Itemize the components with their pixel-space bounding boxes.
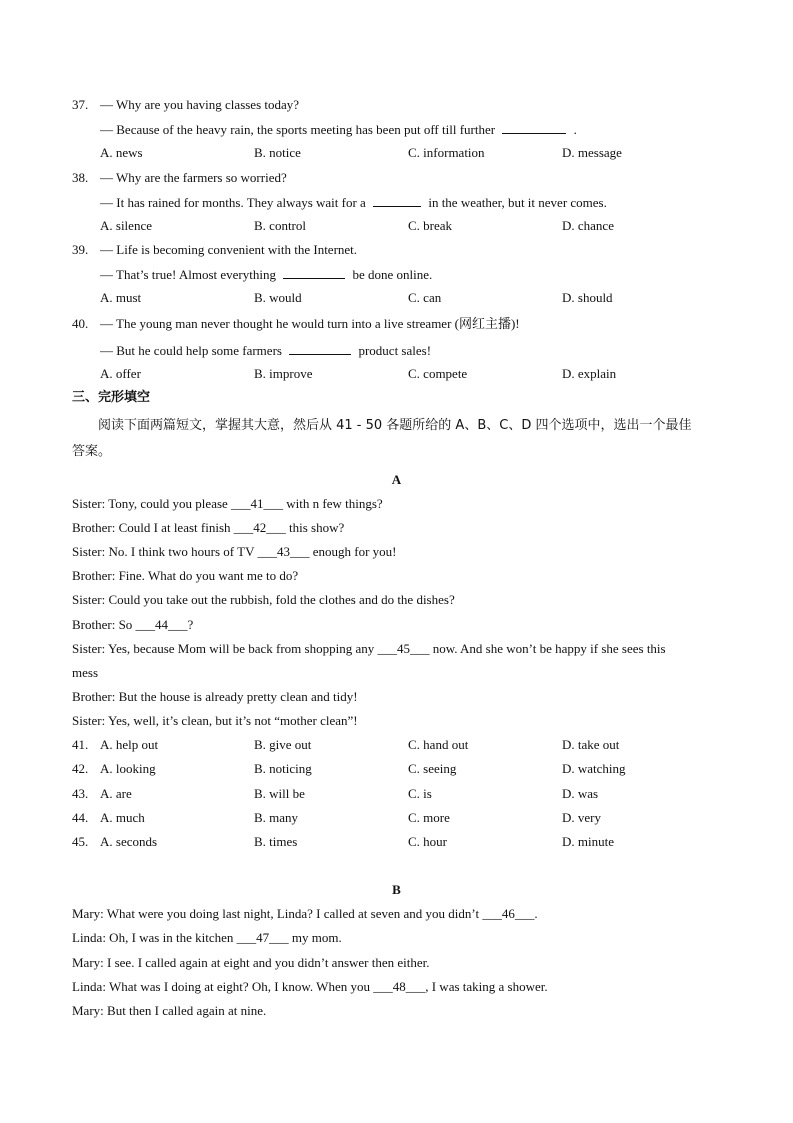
reply-text-end: be done online. (352, 267, 433, 282)
option-d: D. chance (562, 218, 614, 233)
section-instructions: 阅读下面两篇短文，掌握其大意，然后从 41 - 50 各题所给的 A、B、C、D 四个选项中，选出一个最佳 (98, 418, 692, 433)
question-number: 38. (72, 170, 89, 185)
option-c: C. hour (408, 834, 447, 849)
question-prompt: — Life is becoming convenient with the Internet. (100, 242, 358, 257)
option-c: C. can (408, 290, 442, 305)
option-b: B. will be (254, 786, 305, 801)
passage-line: Sister: Tony, could you please ___41___ with n few things? (72, 496, 383, 511)
option-b: B. times (254, 834, 298, 849)
reply-text: — Because of the heavy rain, the sports meeting has been put off till further (100, 122, 496, 137)
question-reply (100, 342, 431, 359)
option-d: D. was (562, 786, 599, 801)
option-a: A. news (100, 145, 143, 160)
option-b: B. would (254, 290, 302, 305)
question-number: 41. (72, 737, 89, 752)
passage-line: Sister: No. I think two hours of TV ___43___ enough for you! (72, 544, 397, 559)
option-a: A. seconds (100, 834, 158, 849)
option-b: B. many (254, 810, 299, 825)
passage-line: Mary: What were you doing last night, Linda? I called at seven and you didn’t ___46___. (72, 906, 538, 921)
reply-text: — That’s true! Almost everything (100, 267, 276, 282)
question-number: 42. (72, 761, 89, 776)
option-d: D. very (562, 810, 601, 825)
option-a: A. must (100, 290, 142, 305)
option-d: D. watching (562, 761, 626, 776)
passage-title: B (392, 882, 401, 897)
option-b: B. give out (254, 737, 312, 752)
passage-line: Sister: Yes, well, it’s clean, but it’s not “mother clean”! (72, 713, 358, 728)
option-b: B. notice (254, 145, 301, 160)
passage-line: Linda: Oh, I was in the kitchen ___47___ my mom. (72, 930, 342, 945)
question-prompt: — Why are you having classes today? (100, 97, 300, 112)
option-c: C. information (408, 145, 485, 160)
option-d: D. should (562, 290, 613, 305)
passage-line: Brother: But the house is already pretty clean and tidy! (72, 689, 358, 704)
option-a: A. looking (100, 761, 156, 776)
question-reply (100, 194, 607, 211)
reply-text-end: . (573, 122, 577, 137)
answer-blank (502, 121, 566, 134)
option-c: C. compete (408, 366, 468, 381)
option-c: C. seeing (408, 761, 457, 776)
reply-text-end: product sales! (358, 343, 432, 358)
option-b: B. noticing (254, 761, 312, 776)
option-c: C. more (408, 810, 450, 825)
passage-title: A (391, 472, 402, 487)
passage-line: Mary: I see. I called again at eight and you didn’t answer then either. (72, 955, 430, 970)
option-a: A. offer (100, 366, 141, 381)
question-reply (100, 121, 577, 138)
option-b: B. improve (254, 366, 313, 381)
passage-line: Brother: So ___44___? (72, 617, 194, 632)
section-heading: 三、完形填空 (72, 390, 151, 405)
question-number: 45. (72, 834, 89, 849)
question-prompt: — The young man never thought he would turn into a live streamer (网红主播)! (100, 316, 520, 331)
question-number: 43. (72, 786, 89, 801)
passage-line: Mary: But then I called again at nine. (72, 1003, 267, 1018)
passage-line: Brother: Fine. What do you want me to do? (72, 568, 299, 583)
answer-blank (289, 342, 351, 355)
option-a: A. help out (100, 737, 159, 752)
reply-text: — It has rained for months. They always wait for a (100, 195, 366, 210)
option-d: D. message (562, 145, 622, 160)
answer-blank (283, 266, 345, 279)
option-c: C. is (408, 786, 432, 801)
reply-text-end: in the weather, but it never comes. (428, 195, 607, 210)
passage-line: mess (72, 665, 98, 680)
answer-blank (373, 194, 421, 207)
question-prompt: — Why are the farmers so worried? (100, 170, 287, 185)
option-a: A. much (100, 810, 145, 825)
option-d: D. take out (562, 737, 620, 752)
option-c: C. break (408, 218, 453, 233)
question-number: 37. (72, 97, 89, 112)
option-a: A. are (100, 786, 132, 801)
reply-text: — But he could help some farmers (100, 343, 282, 358)
option-d: D. minute (562, 834, 614, 849)
option-c: C. hand out (408, 737, 469, 752)
passage-line: Linda: What was I doing at eight? Oh, I know. When you ___48___, I was taking a shower. (72, 979, 548, 994)
option-d: D. explain (562, 366, 617, 381)
passage-line: Sister: Could you take out the rubbish, fold the clothes and do the dishes? (72, 592, 455, 607)
option-b: B. control (254, 218, 306, 233)
section-instructions-cont: 答案。 (72, 444, 112, 459)
option-a: A. silence (100, 218, 152, 233)
question-reply (100, 266, 432, 283)
passage-line: Sister: Yes, because Mom will be back from shopping any ___45___ now. And she won’t be happy if she sees this (72, 641, 666, 656)
passage-line: Brother: Could I at least finish ___42___ this show? (72, 520, 345, 535)
question-number: 39. (72, 242, 89, 257)
question-number: 44. (72, 810, 89, 825)
question-number: 40. (72, 316, 89, 331)
